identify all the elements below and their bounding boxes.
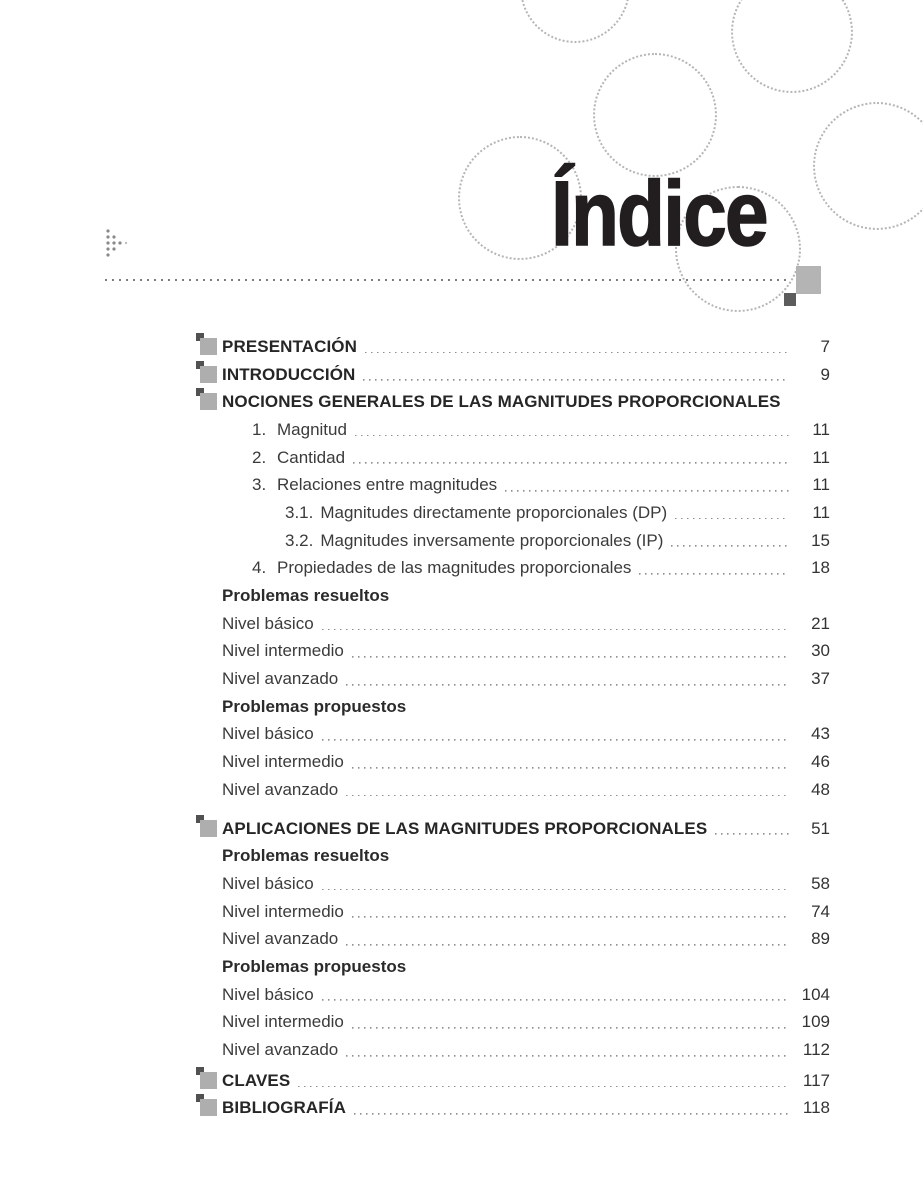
toc-entry-label: Nivel intermedio xyxy=(222,901,344,921)
dot-leader xyxy=(675,506,789,519)
toc-entry xyxy=(196,748,830,776)
toc-entry-page-number: 11 xyxy=(812,447,830,467)
toc-entry-label: Propiedades de las magnitudes proporcionales xyxy=(277,558,632,578)
toc-entry xyxy=(196,1009,830,1037)
toc-entry-label: Magnitud xyxy=(277,419,347,439)
toc-entry-page-number: 37 xyxy=(811,669,830,689)
toc-entry xyxy=(196,555,830,583)
toc-entry-label: Nivel intermedio xyxy=(222,641,344,661)
page-title: Índice xyxy=(551,163,767,265)
toc-entry-label: Nivel avanzado xyxy=(222,669,339,689)
toc-entry-page-number: 11 xyxy=(812,419,830,439)
toc-entry xyxy=(196,610,830,638)
dotted-rule xyxy=(105,279,791,281)
corner-square-light xyxy=(796,266,821,294)
toc-entry-label: Nivel avanzado xyxy=(222,779,339,799)
toc-entry xyxy=(196,444,830,472)
toc-entry xyxy=(196,1095,830,1123)
toc-entry-label: Problemas resueltos xyxy=(222,846,390,866)
toc-entry-number: 3. xyxy=(252,475,267,495)
toc-entry-page-number: 118 xyxy=(802,1098,830,1118)
dot-leader xyxy=(353,451,789,464)
dot-leader xyxy=(352,645,789,658)
toc-entry-page-number: 112 xyxy=(802,1040,830,1060)
section-bullet-icon xyxy=(196,1067,222,1095)
toc-entry-label: Nivel intermedio xyxy=(222,752,344,772)
toc-entry-page-number: 18 xyxy=(811,558,830,578)
toc-entry-label: APLICACIONES DE LAS MAGNITUDES PROPORCIONALES xyxy=(222,818,708,838)
section-bullet-icon xyxy=(196,815,222,843)
toc-entry xyxy=(196,815,830,843)
dotted-circle-decoration xyxy=(731,0,853,93)
toc-entry xyxy=(196,333,830,361)
dotted-circle-decoration xyxy=(520,0,630,43)
toc-entry xyxy=(196,981,830,1009)
toc-entry-page-number: 21 xyxy=(811,613,830,633)
toc-entry xyxy=(196,898,830,926)
toc-entry xyxy=(196,638,830,666)
dot-leader xyxy=(322,617,789,630)
dot-leader xyxy=(298,1074,789,1087)
dot-leader xyxy=(505,479,789,492)
toc-entry-label: Nivel intermedio xyxy=(222,1012,344,1032)
toc-entry-page-number: 7 xyxy=(820,336,830,356)
section-bullet-icon xyxy=(196,361,222,389)
toc-entry-label: Magnitudes directamente proporcionales (DP) xyxy=(320,502,668,522)
toc-entry-label: Problemas propuestos xyxy=(222,696,407,716)
toc-entry xyxy=(196,1036,830,1064)
toc-entry-page-number: 15 xyxy=(811,530,830,550)
section-bullet-icon xyxy=(196,1095,222,1123)
dots-arrow-icon xyxy=(105,228,129,258)
toc-entry-number: 4. xyxy=(252,558,267,578)
toc-entry-label: PRESENTACIÓN xyxy=(222,336,358,356)
toc-entry-page-number: 30 xyxy=(811,641,830,661)
toc-entry xyxy=(196,499,830,527)
toc-entry-number: 3.2. xyxy=(285,530,314,550)
toc-entry xyxy=(196,361,830,389)
dot-leader xyxy=(671,534,789,547)
toc-entry xyxy=(196,693,830,721)
toc-entry-label: Nivel básico xyxy=(222,873,314,893)
toc-entry-label: Nivel básico xyxy=(222,613,314,633)
dot-leader xyxy=(639,562,789,575)
toc-entry-page-number: 117 xyxy=(802,1070,830,1090)
toc-entry-label: Nivel básico xyxy=(222,724,314,744)
dotted-circle-decoration xyxy=(593,53,717,177)
dot-leader xyxy=(355,423,789,436)
toc-entry-page-number: 46 xyxy=(811,752,830,772)
toc-entry-page-number: 104 xyxy=(801,984,830,1004)
dot-leader xyxy=(352,756,789,769)
dot-leader xyxy=(352,905,789,918)
toc-entry xyxy=(196,416,830,444)
toc-entry-label: Cantidad xyxy=(277,447,346,467)
toc-entry-label: Problemas resueltos xyxy=(222,586,390,606)
toc-entry-number: 3.1. xyxy=(285,502,314,522)
toc-entry-page-number: 74 xyxy=(811,901,830,921)
toc-entry-label: Nivel básico xyxy=(222,984,314,1004)
dot-leader xyxy=(346,1044,789,1057)
toc-entry xyxy=(196,842,830,870)
corner-square-dark xyxy=(784,293,796,306)
toc-entry-label: Nivel avanzado xyxy=(222,929,339,949)
toc-entry-page-number: 89 xyxy=(811,929,830,949)
toc-entry xyxy=(196,582,830,610)
dot-leader xyxy=(352,1016,789,1029)
toc-entry-label: Relaciones entre magnitudes xyxy=(277,475,498,495)
toc-entry-number: 2. xyxy=(252,447,267,467)
toc-entry-page-number: 51 xyxy=(811,818,830,838)
section-bullet-icon xyxy=(196,333,222,361)
toc-entry xyxy=(196,925,830,953)
toc-entry xyxy=(196,776,830,804)
toc-entry-page-number: 43 xyxy=(811,724,830,744)
toc-entry-page-number: 9 xyxy=(820,364,830,384)
dot-leader xyxy=(365,340,789,353)
dot-leader xyxy=(346,933,789,946)
toc-entry xyxy=(196,388,830,416)
section-bullet-icon xyxy=(196,388,222,416)
dot-leader xyxy=(322,988,789,1001)
toc-entry xyxy=(196,665,830,693)
dot-leader xyxy=(715,822,789,835)
toc-entry xyxy=(196,527,830,555)
toc-entry-page-number: 58 xyxy=(811,873,830,893)
dot-leader xyxy=(354,1102,789,1115)
dot-leader xyxy=(363,368,789,381)
toc-entry-label: INTRODUCCIÓN xyxy=(222,364,356,384)
dot-leader xyxy=(346,783,789,796)
toc-entry-page-number: 109 xyxy=(801,1012,830,1032)
toc-entry-label: NOCIONES GENERALES DE LAS MAGNITUDES PROPORCIONALES xyxy=(222,392,781,412)
toc-entry-label: Magnitudes inversamente proporcionales (IP) xyxy=(320,530,664,550)
dotted-circle-decoration xyxy=(813,102,923,230)
toc-entry-number: 1. xyxy=(252,419,267,439)
toc-entry-label: Nivel avanzado xyxy=(222,1040,339,1060)
toc-entry xyxy=(196,953,830,981)
dot-leader xyxy=(322,728,789,741)
dot-leader xyxy=(322,877,789,890)
toc-entry xyxy=(196,870,830,898)
dot-leader xyxy=(346,673,789,686)
toc-entry-page-number: 48 xyxy=(811,779,830,799)
toc-entry xyxy=(196,471,830,499)
table-of-contents xyxy=(196,333,830,1122)
toc-entry xyxy=(196,721,830,749)
toc-entry-page-number: 11 xyxy=(812,502,830,522)
toc-entry-label: BIBLIOGRAFÍA xyxy=(222,1098,346,1118)
toc-entry-label: CLAVES xyxy=(222,1070,291,1090)
toc-entry-page-number: 11 xyxy=(812,475,830,495)
toc-entry-label: Problemas propuestos xyxy=(222,956,407,976)
toc-entry xyxy=(196,1067,830,1095)
